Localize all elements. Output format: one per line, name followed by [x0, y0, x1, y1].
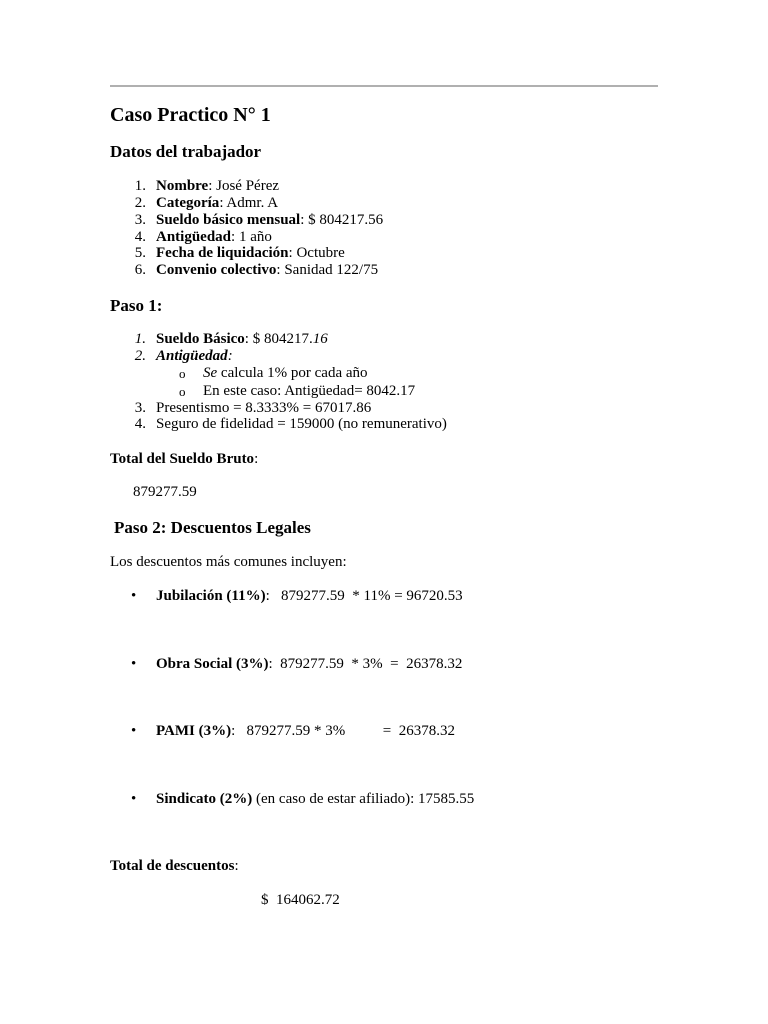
list-number: 3. [134, 212, 146, 228]
list-number: 4. [134, 416, 146, 432]
sub-item-text: calcula 1% por cada año [217, 365, 368, 381]
list-number: 6. [134, 262, 146, 278]
discounts-total-value: $ 164062.72 [261, 892, 340, 908]
item-value: : José Pérez [208, 178, 280, 194]
item-value: : Admr. A [219, 195, 279, 211]
page-title: Caso Practico N° 1 [110, 104, 271, 126]
circle-bullet-icon: o [179, 366, 186, 381]
item-value-italic: 16 [312, 331, 328, 347]
item-text: : 879277.59 * 3% = 26378.32 [231, 723, 455, 739]
item-value: : Octubre [288, 245, 345, 261]
gross-label-colon: : [254, 451, 259, 467]
sub-item-text: En este caso: Antigüedad= 8042.17 [203, 383, 416, 399]
item-label: Antigüedad [156, 229, 232, 245]
gross-total-label [110, 451, 258, 468]
bullet-icon: • [131, 723, 137, 739]
step2-heading: Paso 2: Descuentos Legales [114, 518, 311, 537]
gross-total-value: 879277.59 [133, 484, 197, 500]
bullet-icon: • [131, 791, 137, 807]
item-label: Obra Social (3%) [156, 656, 269, 672]
list-number: 1. [134, 331, 146, 347]
item-label: Jubilación (11%) [156, 588, 266, 604]
item-label: Categoría [156, 195, 220, 211]
list-number: 4. [134, 229, 146, 245]
item-label: Convenio colectivo [156, 262, 277, 278]
item-value: : 1 año [231, 229, 272, 245]
item-value: : $ 804217. [244, 331, 313, 347]
item-text: Seguro de fidelidad = 159000 (no remunerativo) [156, 416, 447, 432]
item-label: Antigüedad [156, 348, 228, 364]
discounts-total-label [110, 858, 239, 875]
top-rule [110, 85, 658, 87]
item-label: Nombre [156, 178, 209, 194]
bullet-icon: • [131, 588, 137, 604]
item-value: : $ 804217.56 [300, 212, 384, 228]
discounts-label-colon: : [234, 858, 239, 874]
list-number: 3. [134, 400, 146, 416]
step1-heading: Paso 1: [110, 296, 163, 315]
list-number: 1. [134, 178, 146, 194]
item-label: Sueldo Básico [156, 331, 245, 347]
worker-heading: Datos del trabajador [110, 142, 262, 161]
item-text: (en caso de estar afiliado): 17585.55 [252, 791, 475, 807]
item-value: : Sanidad 122/75 [276, 262, 379, 278]
discounts-label-text: Total de descuentos [110, 858, 235, 874]
item-label: PAMI (3%) [156, 723, 232, 739]
sub-item-italic: Se [203, 365, 218, 381]
item-label: Sindicato (2%) [156, 791, 253, 807]
item-label: Fecha de liquidación [156, 245, 289, 261]
item-colon: : [227, 348, 233, 364]
circle-bullet-icon: o [179, 384, 186, 399]
bullet-icon: • [131, 656, 137, 672]
item-text: : 879277.59 * 11% = 96720.53 [265, 588, 463, 604]
gross-label-text: Total del Sueldo Bruto [110, 451, 255, 467]
item-text: : 879277.59 * 3% = 26378.32 [268, 656, 463, 672]
list-number: 5. [134, 245, 146, 261]
item-label: Sueldo básico mensual [156, 212, 301, 228]
step2-intro: Los descuentos más comunes incluyen: [110, 554, 347, 570]
list-number: 2. [134, 195, 146, 211]
list-number: 2. [134, 348, 146, 364]
item-text: Presentismo = 8.3333% = 67017.86 [156, 400, 372, 416]
